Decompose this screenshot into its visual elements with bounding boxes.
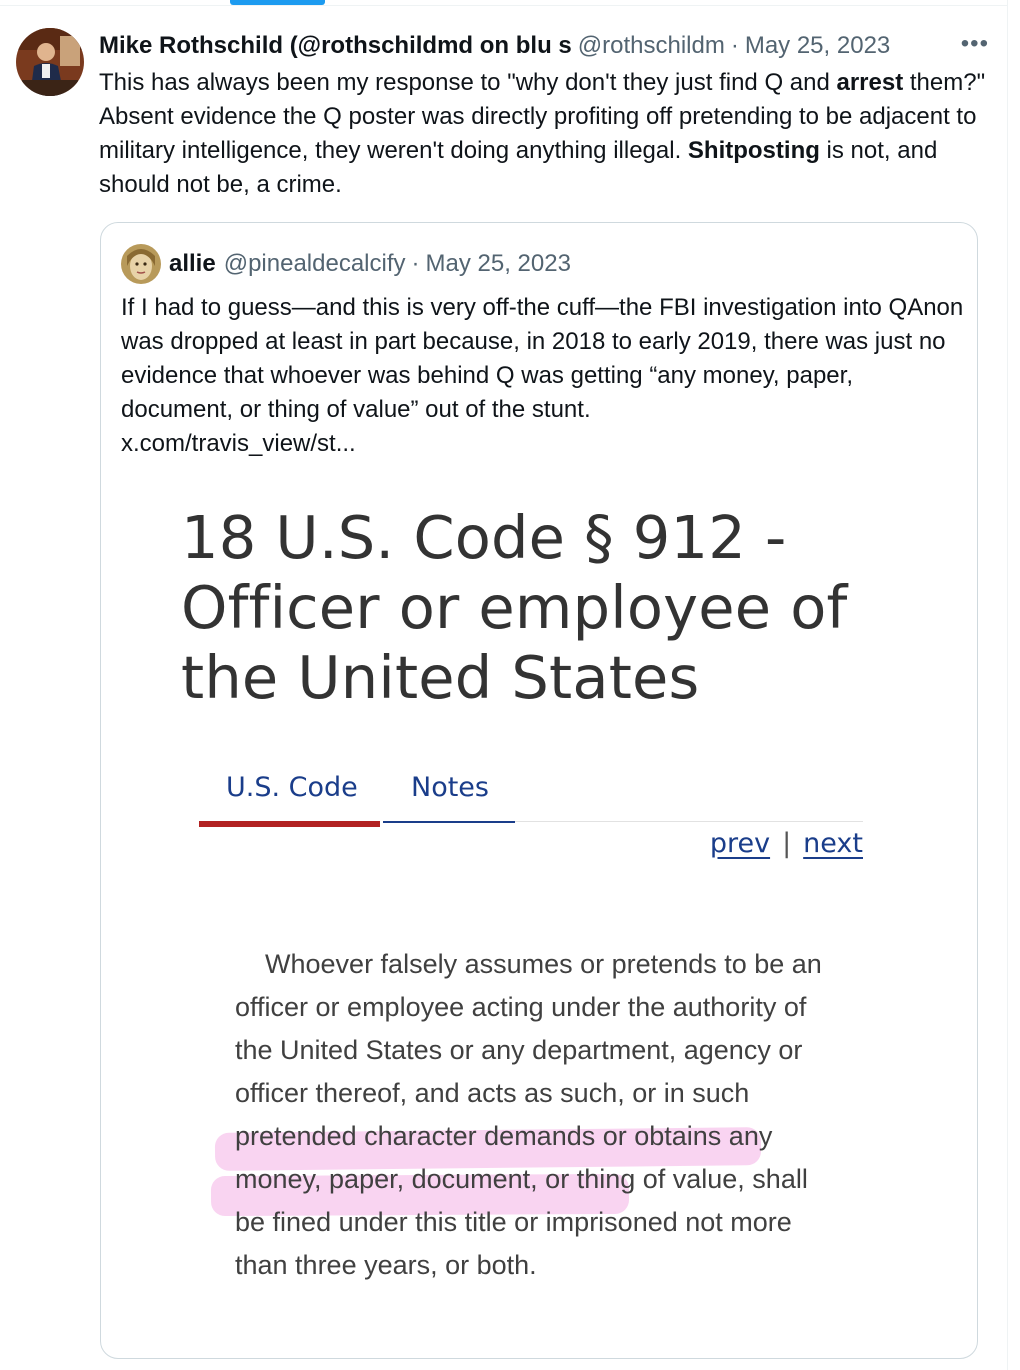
tweet-text-bold: arrest [836,69,904,96]
document-pager [710,828,863,859]
quoted-tweet[interactable] [100,222,978,1359]
document-body-text: Whoever falsely assumes or pretends to be an officer or employee acting under the authority of the United States or any department, agency or officer thereof, and acts as such, or in such pretended character demands or obtains any money, paper, document, or thing of value, shall be fined under this title or imprisoned not more than three years, or both. [235,949,822,1280]
quote-header-separator: · [411,250,420,277]
tweet-text-part: them?" Absent evidence the Q poster was directly profiting off pretending to be adjacent to military intelligence, they weren't doing anything illegal. [99,69,986,164]
document-title: 18 U.S. Code § 912 - Officer or employee of the United States [181,503,848,712]
author-avatar[interactable] [16,28,84,96]
author-handle[interactable]: @rothschildm [577,32,725,59]
next-link: next [803,828,863,859]
tweet-text-bold: Shitposting [687,137,820,164]
author-avatar-image [16,28,84,96]
tab-baseline [515,821,863,822]
tab-underline [383,821,515,823]
quote-date[interactable]: May 25, 2023 [425,250,571,277]
quote-author-name[interactable]: allie [169,250,216,277]
tab-notes: Notes [411,772,489,803]
prev-link: prev [709,828,771,859]
quote-text [121,291,966,461]
more-options-icon[interactable]: ••• [960,30,989,57]
tab-us-code: U.S. Code [226,772,358,803]
tweet-text-part: is not, and should not be, a crime. [99,137,938,198]
quote-link[interactable]: x.com/travis_view/st... [121,430,356,457]
tweet-header [99,30,989,62]
document-tabs [199,768,863,830]
tweet-text [99,66,989,202]
top-divider [0,5,1008,6]
pager-separator: | [782,828,792,859]
quote-header [169,247,571,281]
tweet-date[interactable]: May 25, 2023 [744,32,891,59]
tab-active-underline [199,821,380,827]
header-separator: · [730,32,739,59]
quote-avatar-image [121,244,161,284]
right-divider [1007,0,1008,1370]
document-body [235,943,835,1287]
quote-author-avatar[interactable] [121,244,161,284]
author-name[interactable]: Mike Rothschild (@rothschildmd on blu s [99,32,572,59]
tweet-text-part: This has always been my response to "why don't they just find Q and [99,69,837,96]
quote-text-body: If I had to guess—and this is very off-the cuff—the FBI investigation into QAnon was dropped at least in part because, in 2018 to early 2019, there was just no evidence that whoever was behind Q was getting “any money, paper, document, or thing of value” out of the stunt. [121,294,964,423]
quote-author-handle[interactable]: @pinealdecalcify [223,250,406,277]
